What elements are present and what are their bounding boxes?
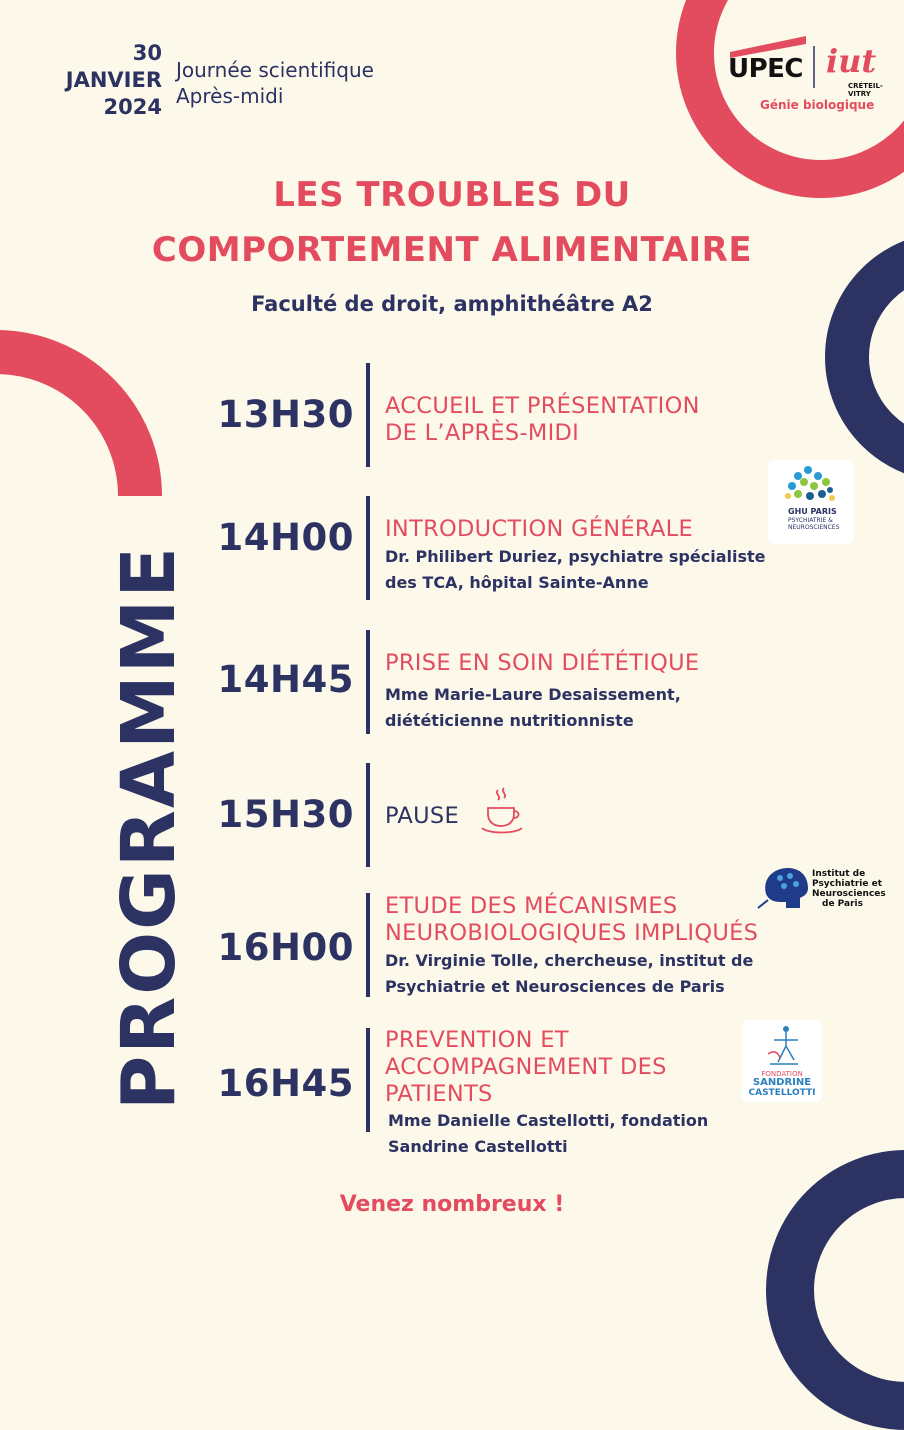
- fondation-figure-graphic: [766, 1024, 800, 1072]
- schedule-time: 15H30: [217, 793, 354, 836]
- schedule-divider: [366, 1028, 370, 1132]
- event-type-line2: Après-midi: [176, 84, 284, 108]
- ghu-line1: GHU PARIS: [788, 507, 837, 516]
- schedule-title: [385, 393, 700, 447]
- date-day: 30: [132, 41, 162, 65]
- schedule-title: [385, 650, 699, 677]
- title-line2: COMPORTEMENT ALIMENTAIRE: [151, 230, 753, 270]
- schedule-time: 14H00: [217, 516, 354, 559]
- schedule-divider: [366, 893, 370, 997]
- title-line1: LES TROUBLES DU: [273, 175, 631, 215]
- ipnp-line4: de Paris: [822, 899, 863, 909]
- schedule-divider: [366, 763, 370, 867]
- fondation-line2: SANDRINE: [752, 1077, 812, 1088]
- schedule-time: 14H45: [217, 658, 354, 701]
- schedule-title: [385, 803, 459, 830]
- schedule-speaker: [388, 1108, 708, 1160]
- schedule-speaker-line: Sandrine Castellotti: [388, 1137, 568, 1156]
- schedule-speaker-line: Psychiatrie et Neurosciences de Paris: [385, 977, 725, 996]
- ghu-tree-graphic: [768, 460, 854, 508]
- date-month: JANVIER: [65, 68, 162, 92]
- schedule-time: 16H45: [217, 1062, 354, 1105]
- schedule-title-line: NEUROBIOLOGIQUES IMPLIQUÉS: [385, 920, 759, 946]
- schedule-divider: [366, 630, 370, 734]
- schedule-divider: [366, 363, 370, 467]
- schedule-time: 13H30: [217, 393, 354, 436]
- fondation-castellotti-logo: [742, 1020, 822, 1102]
- fondation-line3: CASTELLOTTI: [748, 1088, 816, 1098]
- schedule-speaker: [385, 948, 753, 1000]
- schedule-speaker-line: des TCA, hôpital Sainte-Anne: [385, 573, 649, 592]
- ipnp-logo: [756, 862, 886, 916]
- schedule-speaker-line: Mme Marie-Laure Desaissement,: [385, 685, 681, 704]
- schedule-title-line: INTRODUCTION GÉNÉRALE: [385, 516, 693, 542]
- ipnp-line3: Neurosciences: [812, 889, 886, 899]
- event-type-line1: Journée scientifique: [176, 58, 374, 82]
- ipnp-head-graphic: [756, 864, 812, 912]
- ghu-paris-logo: [768, 460, 854, 544]
- schedule-speaker-line: Dr. Philibert Duriez, psychiatre spécialiste: [385, 547, 766, 566]
- schedule-title: [385, 516, 693, 543]
- department-name: Génie biologique: [760, 98, 875, 112]
- schedule-speaker: [385, 682, 681, 734]
- schedule-speaker: [385, 544, 766, 596]
- schedule-title-line: PATIENTS: [385, 1081, 493, 1107]
- schedule-time: 16H00: [217, 926, 354, 969]
- fondation-line1: FONDATION: [761, 1070, 803, 1078]
- schedule-title-line: ACCOMPAGNEMENT DES: [385, 1054, 667, 1080]
- event-type: [176, 57, 374, 109]
- schedule-title-line: DE L’APRÈS-MIDI: [385, 420, 580, 446]
- ipnp-line2: Psychiatrie et: [812, 879, 883, 889]
- schedule-title-line: PRISE EN SOIN DIÉTÉTIQUE: [385, 650, 700, 676]
- schedule-title-line: ACCUEIL ET PRÉSENTATION: [385, 393, 700, 419]
- coffee-cup-icon: [480, 786, 524, 836]
- date-year: 2024: [103, 95, 162, 119]
- schedule-speaker-line: diététicienne nutritionniste: [385, 711, 634, 730]
- schedule-title-line: PAUSE: [385, 803, 459, 829]
- schedule-divider: [366, 496, 370, 600]
- venue: Faculté de droit, amphithéâtre A2: [251, 292, 653, 316]
- iut-wordmark: iut: [826, 42, 877, 80]
- iut-place: CRÉTEIL-VITRY: [848, 82, 883, 98]
- event-date: [30, 40, 162, 121]
- ghu-line2: PSYCHIATRIE &: [788, 517, 833, 524]
- schedule-title-line: ETUDE DES MÉCANISMES: [385, 893, 678, 919]
- schedule-title: [385, 1027, 667, 1108]
- schedule-speaker-line: Dr. Virginie Tolle, chercheuse, institut de: [385, 951, 754, 970]
- call-to-action: Venez nombreux !: [339, 1192, 565, 1217]
- programme-label: PROGRAMME: [106, 545, 192, 1110]
- ipnp-line1: Institut de: [812, 869, 866, 879]
- schedule-speaker-line: Mme Danielle Castellotti, fondation: [388, 1111, 709, 1130]
- upec-iut-logo: [722, 36, 904, 116]
- upec-wordmark: UPEC: [728, 54, 804, 84]
- schedule-title: [385, 893, 758, 947]
- ghu-line3: NEUROSCIENCES: [788, 524, 840, 531]
- page-title: [0, 168, 904, 278]
- schedule-title-line: PREVENTION ET: [385, 1027, 569, 1053]
